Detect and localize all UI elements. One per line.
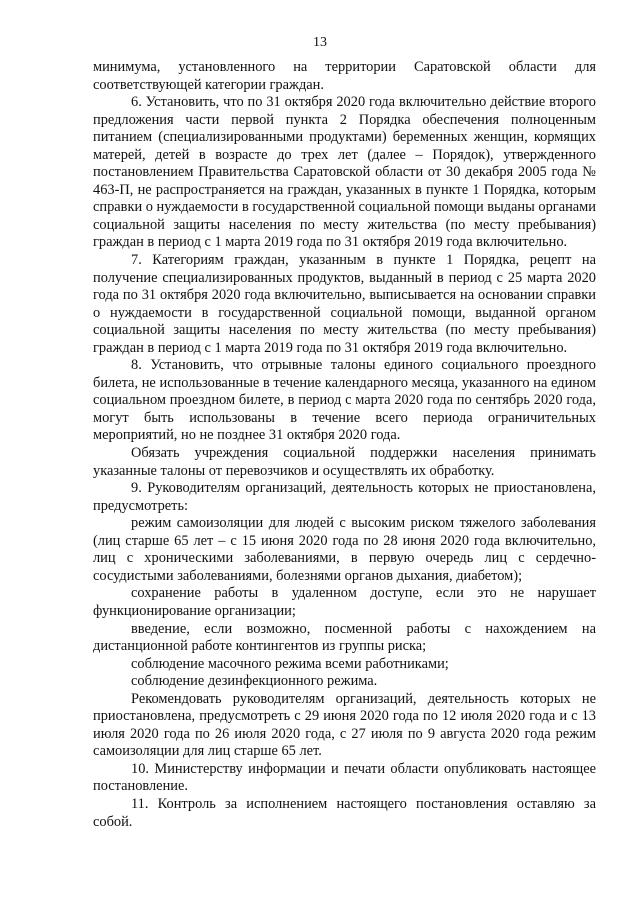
- document-body: [93, 59, 596, 831]
- paragraph-continuation: минимума, установленного на территории Саратовской области для соответствующей категории граждан.: [93, 59, 596, 93]
- paragraph-item-6: 6. Установить, что по 31 октября 2020 года включительно действие второго предложения части первой пункта 2 Порядка обеспечения полноценным питанием (специализированными продуктами) беременных женщин, кормящих матерей, детей в возрасте до трех лет (далее – Порядок), утвержденного постановлением Правительства Саратовской области от 30 декабря 2005 года № 463-П, не распространяется на граждан, указанных в пункте 1 Порядка, которым справки о нуждаемости в государственной социальной помощи выданы органами социальной защиты населения по месту жительства (по месту пребывания) граждан в период с 1 марта 2019 года по 31 октября 2019 года включительно.: [93, 94, 596, 251]
- paragraph-item-11: 11. Контроль за исполнением настоящего постановления оставляю за собой.: [93, 795, 596, 830]
- paragraph-item-9-mask-regime: соблюдение масочного режима всеми работниками;: [131, 655, 449, 672]
- paragraph-item-9-self-isolation: режим самоизоляции для людей с высоким риском тяжелого заболевания (лиц старше 65 лет – с 15 июня 2020 года по 28 июня 2020 года включительно, лиц с хроническими заболеваниями, в первую очередь лиц с сердечно-сосудистыми заболеваниями, болезнями органов дыхания, диабетом);: [93, 515, 596, 584]
- paragraph-item-7: 7. Категориям граждан, указанным в пункте 1 Порядка, рецепт на получение специализированных продуктов, выданный в период с 25 марта 2020 года по 31 октября 2020 года включительно, выписывается на основании справки о нуждаемости в государственной социальной помощи, выданной органом социальной защиты населения по месту жительства (по месту пребывания) граждан в период с 1 марта 2019 года по 31 октября 2019 года включительно.: [93, 252, 596, 356]
- paragraph-item-9-recommendation: Рекомендовать руководителям организаций, деятельность которых не приостановлена, предусмотреть с 29 июня 2020 года по 12 июля 2020 года и с 13 июля 2020 года по 26 июля 2020 года, с 27 июля по 9 августа 2020 года режим самоизоляции для лиц старше 65 лет.: [93, 690, 596, 760]
- paragraph-item-10: 10. Министерству информации и печати области опубликовать настоящее постановление.: [93, 760, 596, 795]
- paragraph-item-8-obligation: Обязать учреждения социальной поддержки населения принимать указанные талоны от перевозчиков и осуществлять их обработку.: [93, 445, 596, 479]
- paragraph-item-9-disinfection: соблюдение дезинфекционного режима.: [131, 673, 378, 690]
- paragraph-item-9-shift-work: введение, если возможно, посменной работы с нахождением на дистанционной работе контингентов из группы риска;: [93, 620, 596, 655]
- paragraph-item-9-remote-work: сохранение работы в удаленном доступе, если это не нарушает функционирование организации;: [93, 585, 596, 619]
- paragraph-item-9: 9. Руководителям организаций, деятельность которых не приостановлена, предусмотреть:: [93, 480, 596, 514]
- page-number: 13: [313, 35, 327, 50]
- paragraph-item-8: 8. Установить, что отрывные талоны единого социального проездного билета, не использованные в течение календарного месяца, указанного на едином социальном проездном билете, в период с марта 2020 года по сентябрь 2020 года, могут быть использованы в течение всего периода ограничительных мероприятий, но не позднее 31 октября 2020 года.: [93, 357, 596, 444]
